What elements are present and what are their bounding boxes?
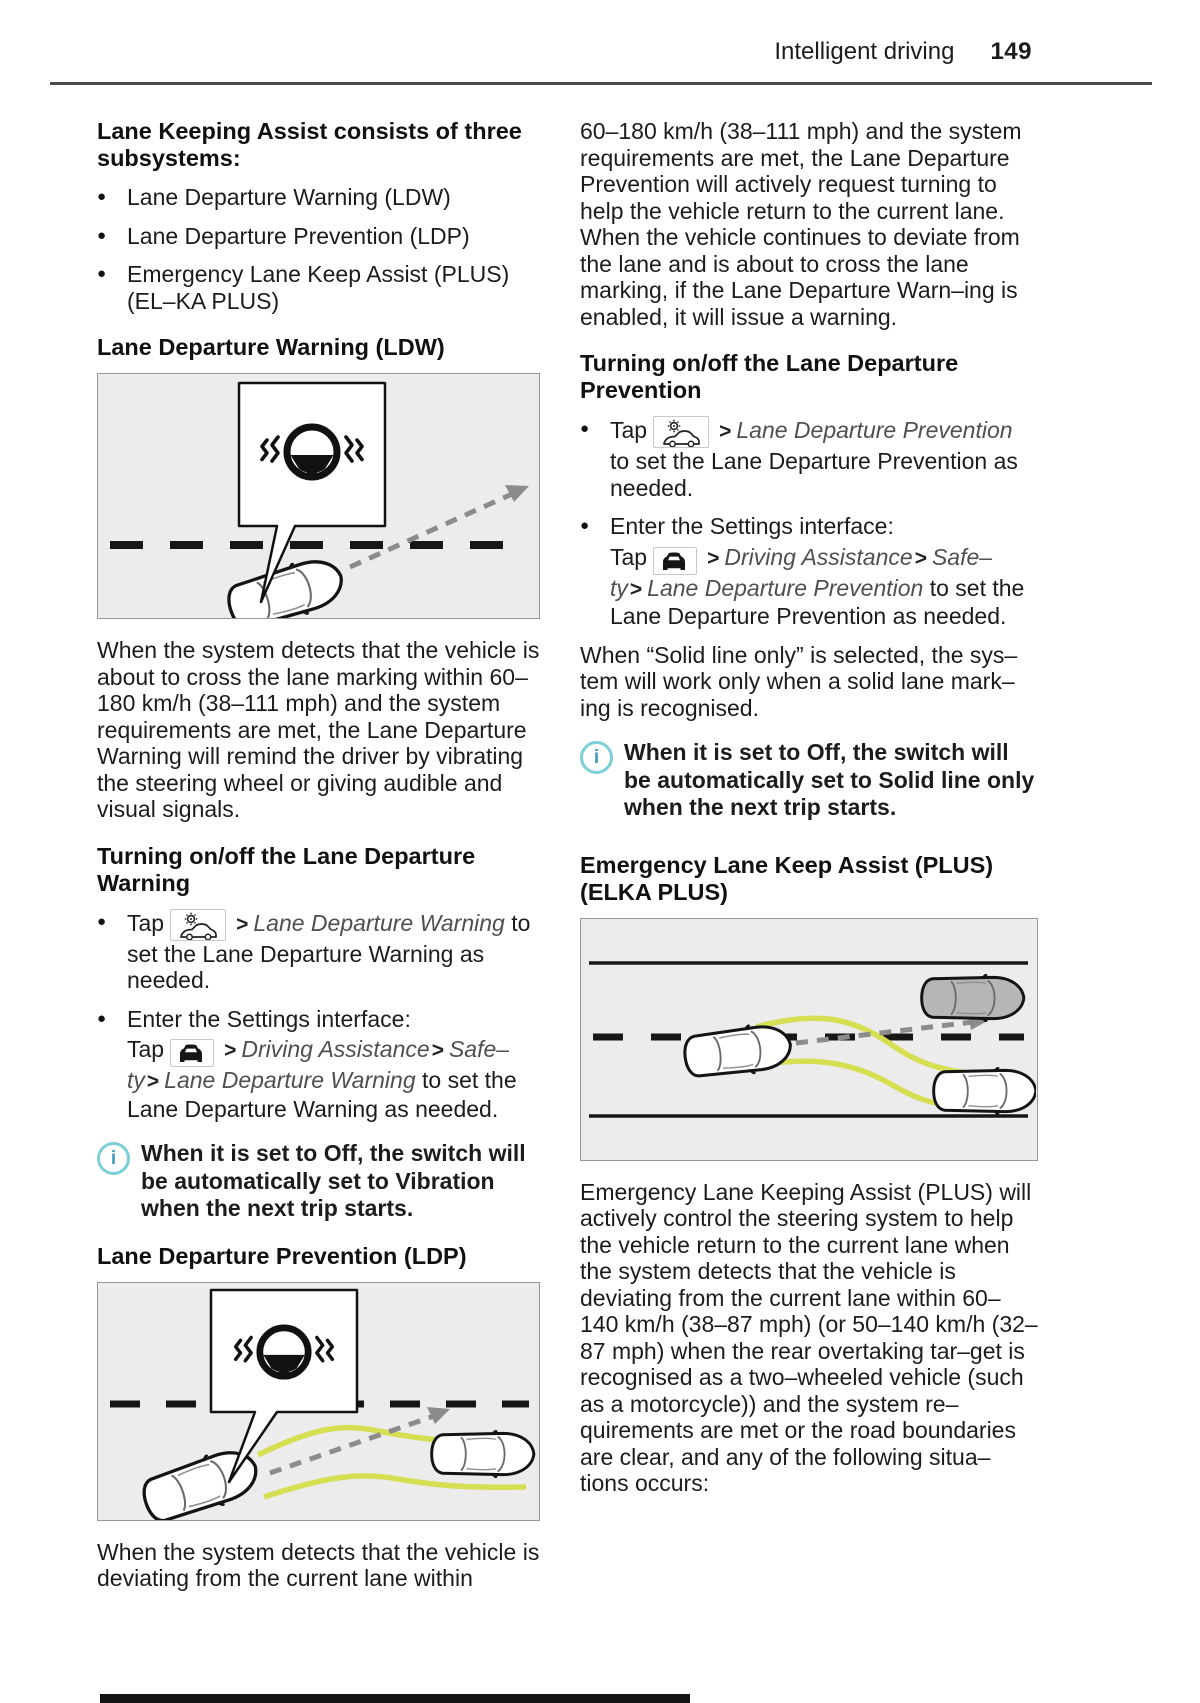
settings-intro: Enter the Settings interface:	[610, 513, 894, 539]
ldp-paragraph: When the system detects that the vehicle is deviating from the current lane within	[97, 1538, 540, 1591]
settings-icon	[170, 1039, 214, 1067]
menu-ldw: Lane Departure Warning	[164, 1067, 416, 1093]
ldw-toggle-heading: Turning on/off the Lane Departure Warning	[97, 842, 476, 896]
elka-diagram	[581, 919, 1036, 1160]
menu-safety: Safe–ty	[610, 543, 993, 601]
info-icon-wrap	[580, 739, 624, 822]
menu-driving-assistance: Driving Assistance	[241, 1036, 430, 1062]
info-icon-wrap	[97, 1140, 141, 1223]
note-text: When it is set to Off, the switch will be automatically set to Solid line only when the next trip starts.	[624, 739, 1035, 820]
ldw-paragraph: When the system detects that the vehicle is about to cross the lane marking within 60–180 km/h (38–111 mph) and the system requirements are met, the Lane Departure Warning will remind the driver by vibrating the steering wheel or giving audible and visual signals.	[97, 637, 540, 822]
subsystem-list	[97, 184, 540, 314]
settings-instruction	[127, 1006, 540, 1123]
menu-driving-assistance: Driving Assistance	[724, 543, 913, 570]
bullet-icon: ●	[97, 188, 107, 205]
list-item	[97, 909, 540, 994]
chevron-icon: >	[719, 420, 732, 443]
note-text: When it is set to Off, the switch will be automatically set to Vibration when the next trip starts.	[141, 1140, 526, 1221]
ldp-figure	[97, 1282, 540, 1521]
list-item	[580, 513, 1038, 630]
subsystem-ldw: Lane Departure Warning (LDW)	[127, 184, 451, 210]
right-column	[580, 118, 1038, 1509]
chevron-icon: >	[914, 546, 927, 570]
intro-heading: Lane Keeping Assist consists of three subsystems:	[97, 118, 522, 171]
menu-path-ldp: Lane Departure Prevention	[736, 417, 1013, 443]
ldp-paragraph-continued: 60–180 km/h (38–111 mph) and the system requirements are met, the Lane Departure Prevention will actively request turning to help the vehicle return to the current lane. When the vehicle continues to deviate from the lane and is about to cross the lane marking, if the Lane Departure Warn–ing is enabled, it will issue a warning.	[580, 118, 1022, 330]
instruction-suffix: to set the Lane Departure Prevention as needed.	[610, 448, 1018, 501]
trajectory-arrow	[270, 1416, 434, 1473]
chevron-icon: >	[431, 1039, 444, 1062]
subsystem-elka: Emergency Lane Keep Assist (PLUS) (EL–KA PLUS)	[127, 261, 510, 314]
menu-path-ldw: Lane Departure Warning	[253, 909, 505, 936]
ldp-diagram	[98, 1283, 538, 1520]
ldw-figure	[97, 373, 540, 619]
info-note	[580, 739, 1038, 822]
tap-label: Tap	[127, 1036, 165, 1062]
settings-path	[127, 1036, 540, 1122]
vehicle-settings-icon	[653, 416, 709, 448]
info-icon: i	[580, 741, 613, 774]
elka-heading: Emergency Lane Keep Assist (PLUS) (ELKA PLUS)	[580, 851, 994, 905]
overtaking-car	[922, 974, 1024, 1022]
content-columns	[97, 118, 1038, 1604]
chevron-icon: >	[236, 912, 249, 936]
instruction-suffix: to set the Lane Departure Prevention as needed.	[610, 574, 1025, 629]
solid-line-paragraph: When “Solid line only” is selected, the sys–tem will work only when a solid lane mark–ing is recognised.	[580, 641, 1018, 721]
settings-instruction	[610, 513, 1038, 630]
ldp-heading: Lane Departure Prevention (LDP)	[97, 1242, 467, 1269]
ldw-diagram	[98, 374, 538, 618]
tap-label: Tap	[127, 909, 165, 936]
settings-icon	[653, 547, 697, 575]
chevron-icon: >	[707, 546, 720, 570]
chevron-icon: >	[146, 1070, 160, 1093]
chevron-icon: >	[629, 577, 643, 601]
ego-car	[223, 551, 349, 618]
page-bottom-edge	[100, 1694, 690, 1703]
chapter-title: Intelligent driving	[774, 38, 955, 65]
lane-boundary-yellow-lower	[264, 1475, 526, 1496]
bullet-icon: ●	[97, 226, 107, 244]
tap-label: Tap	[610, 543, 648, 570]
list-item	[97, 223, 540, 250]
tap-quick-instruction	[610, 416, 1038, 501]
ldw-heading: Lane Departure Warning (LDW)	[97, 334, 445, 360]
bullet-icon: ●	[580, 517, 590, 534]
vehicle-settings-icon	[170, 909, 226, 941]
ldp-toggle-heading: Turning on/off the Lane Departure Prevention	[580, 350, 959, 403]
tap-quick-instruction	[127, 909, 540, 994]
bullet-icon: ●	[97, 265, 107, 282]
tap-label: Tap	[610, 417, 648, 443]
instruction-suffix: to set the Lane Departure Warning as needed.	[127, 1067, 517, 1122]
menu-ldp: Lane Departure Prevention	[647, 574, 924, 601]
left-column	[97, 118, 540, 1604]
ego-car	[682, 1020, 793, 1082]
list-item	[97, 1006, 540, 1123]
elka-paragraph: Emergency Lane Keeping Assist (PLUS) will actively control the steering system to help the vehicle return to the current lane when the system detects that the vehicle is deviating from the current lane within 60–140 km/h (38–87 mph) (or 50–140 km/h (32–87 mph) when the rear overtaking tar–get is recognised as a two–wheeled vehicle (such as a motorcycle)) and the system re–quirements are met or the road boundaries are clear, and any of the following situa–tions occurs:	[580, 1178, 1038, 1496]
bullet-icon: ●	[580, 420, 590, 437]
list-item	[97, 184, 540, 211]
bullet-icon: ●	[97, 912, 107, 930]
target-car	[432, 1430, 534, 1478]
page-header	[50, 38, 1152, 85]
instruction-suffix: to set the Lane Departure Warning as needed.	[127, 909, 531, 993]
list-item	[580, 416, 1038, 501]
ldp-toggle-list	[580, 416, 1038, 630]
info-icon: i	[97, 1142, 130, 1175]
info-note	[97, 1140, 540, 1223]
subsystem-ldp: Lane Departure Prevention (LDP)	[127, 222, 470, 249]
list-item	[97, 261, 540, 314]
target-car	[934, 1067, 1036, 1115]
page-number: 149	[990, 38, 1032, 65]
menu-safety: Safe–ty	[127, 1036, 510, 1093]
ldw-toggle-list	[97, 909, 540, 1123]
chevron-icon: >	[224, 1039, 237, 1062]
bullet-icon: ●	[97, 1009, 107, 1027]
settings-intro: Enter the Settings interface:	[127, 1005, 411, 1032]
settings-path	[610, 544, 1038, 630]
elka-figure	[580, 918, 1038, 1161]
